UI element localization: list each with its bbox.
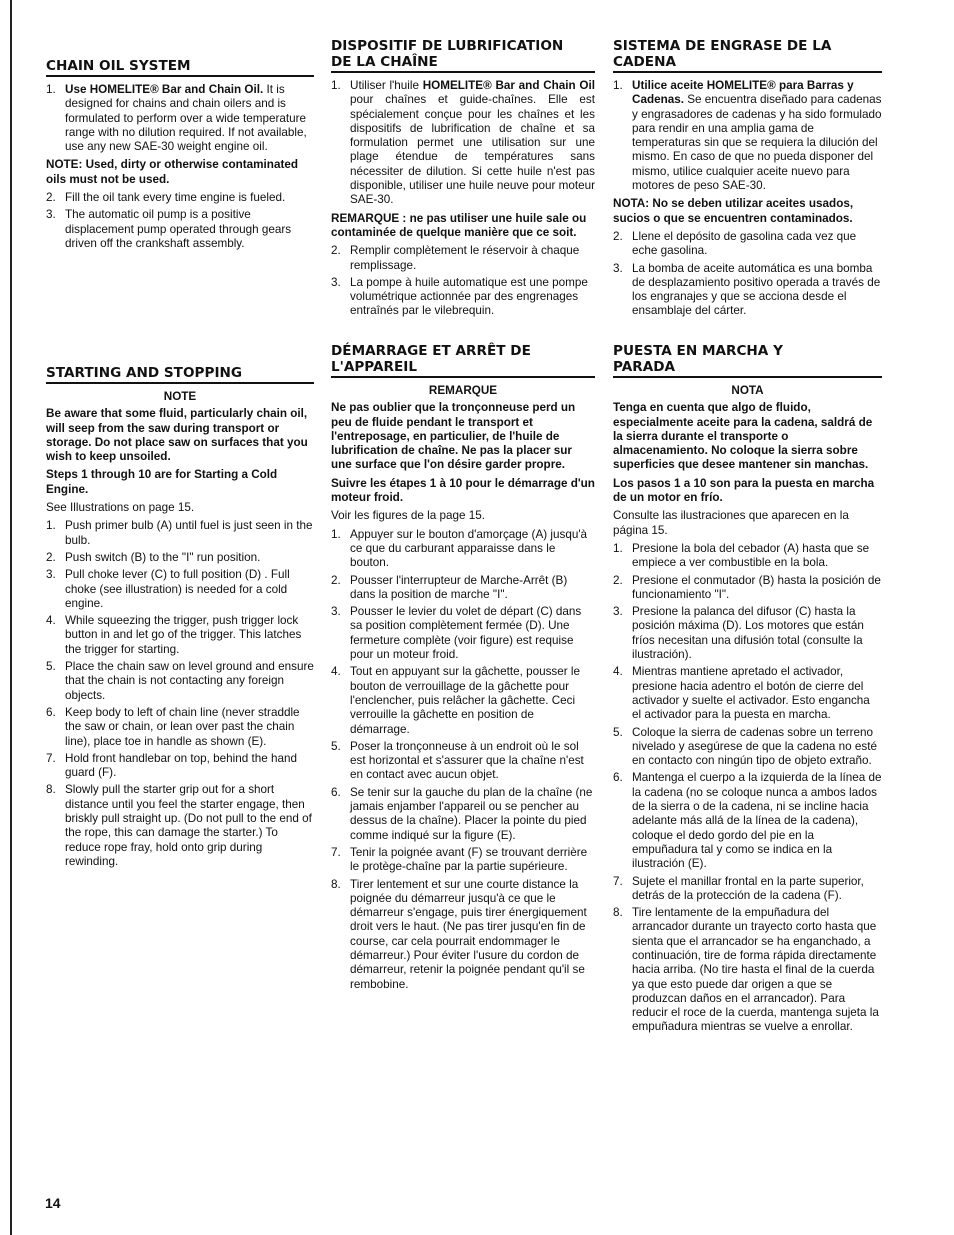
starting-steps — [613, 542, 882, 1035]
item-number: 3. — [46, 208, 56, 222]
item-number: 1. — [46, 519, 56, 533]
item-text: Hold front handlebar on top, behind the hand guard (F). — [65, 751, 297, 780]
see-illustrations: See Illustrations on page 15. — [46, 501, 195, 515]
item-number: 5. — [613, 725, 623, 739]
item-text: Pull choke lever (C) to full position (D) . Full choke (see illustration) is needed for a cold engine. — [65, 568, 290, 610]
list-item — [613, 906, 882, 1035]
list-item — [331, 79, 595, 208]
item-number: 2. — [331, 244, 341, 258]
section-heading — [613, 38, 882, 73]
item-number: 7. — [613, 874, 623, 888]
heading-line: DÉMARRAGE ET ARRÊT DE — [331, 343, 531, 359]
list-item — [46, 519, 314, 548]
item-text: While squeezing the trigger, push trigger lock button in and let go of the trigger. This latches the trigger for starting. — [65, 614, 302, 656]
note-text: Tenga en cuenta que algo de fluido, especialmente aceite para la cadena, saldrá de la sierra durante el transporte o almacenamiento. No coloque la sierra sobre superficies que desee mantener sin manchas. — [613, 401, 873, 472]
section-heading — [613, 343, 882, 378]
list-item — [613, 875, 882, 904]
item-text: pour chaînes et guide-chaînes. Elle est spécialement conçue pour les chaînes et les dispositifs de lubrification de chaîne et sa formulation permet une utilisation sur une plage étendue de températures sans nécessiter de dilution. Si cette huile n'est pas disponible, utiliser une huile neuve pour moteur SAE-30. — [350, 93, 595, 207]
heading-line: CHAIN OIL SYSTEM — [46, 58, 191, 74]
item-text: La pompe à huile automatique est une pompe volumétrique actionnée par des engrenages entraînés par le vilebrequin. — [350, 275, 588, 318]
item-text: It is designed for chains and chain oilers and is formulated to perform over a wide temperature range with no dilution required. If not available, use any new SAE-30 weight engine oil. — [65, 83, 307, 154]
oil-list — [613, 79, 882, 193]
item-number: 1. — [613, 541, 623, 555]
heading-line: L'APPAREIL — [331, 359, 418, 375]
steps-intro: Los pasos 1 a 10 son para la puesta en marcha de un motor en frío. — [613, 476, 875, 505]
item-text: Presione el conmutador (B) hasta la posición de funcionamiento "I". — [632, 573, 881, 601]
list-item — [613, 665, 882, 722]
list-item — [613, 79, 882, 193]
list-item — [46, 83, 314, 154]
starting-section — [46, 365, 314, 873]
item-number: 5. — [46, 660, 56, 674]
list-item — [46, 614, 314, 657]
section-heading — [46, 58, 314, 77]
oil-list — [46, 83, 314, 154]
item-text: Presione la palanca del difusor (C) hasta la posición máxima (D). Los motores que están fríos necesitan una difusión total (consulte la ilustración). — [632, 605, 864, 662]
list-item — [613, 574, 882, 603]
item-number: 4. — [331, 665, 341, 679]
item-text: Tire lentamente de la empuñadura del arrancador durante un trayecto corto hasta que sienta que el arrancador se ha enganchado, a continuación, tire de forma rápida directamente hacia arriba. (No tire hasta el final de la cuerda ya que esto puede dar origen a que se produzcan daños en el arrancador). Para reducir el roce de la cuerda, mantenga sujeta la empuñadura mientras se vuelve a enrollar. — [632, 906, 879, 1034]
item-text: Tenir la poignée avant (F) se trouvant derrière le protège-chaîne par la partie supérieure. — [350, 845, 588, 874]
note-label: NOTA — [731, 384, 764, 397]
list-item — [331, 276, 595, 319]
list-item — [613, 726, 882, 769]
oil-list-continued — [46, 191, 314, 251]
item-text: Llene el depósito de gasolina cada vez que eche gasolina. — [632, 229, 857, 258]
list-item — [613, 771, 882, 871]
heading-line: CADENA — [613, 54, 676, 70]
list-item — [331, 665, 595, 736]
item-text: Push switch (B) to the "I" run position. — [65, 550, 261, 564]
starting-steps — [46, 519, 314, 869]
section-heading — [331, 343, 595, 378]
item-number: 7. — [46, 751, 56, 765]
item-number: 2. — [331, 573, 341, 587]
item-text: Se encuentra diseñado para cadenas y engrasadores de cadenas y ha sido formulado para rendir en una amplia gama de temperaturas sin que se requiera la dilución del mismo. En caso de que no pueda disponer del mismo, utilice cualquier aceite nuevo para motores de peso SAE-30. — [632, 93, 882, 193]
steps-intro: Suivre les étapes 1 à 10 pour le démarrage d'un moteur froid. — [331, 476, 595, 505]
oil-list-continued — [331, 244, 595, 318]
item-number: 2. — [613, 229, 623, 243]
item-number: 4. — [46, 614, 56, 628]
note-text: Be aware that some fluid, particularly chain oil, will seep from the saw during transport or storage. Do not place saw on surfaces that you wish to keep unsoiled. — [46, 407, 308, 464]
steps-intro: Steps 1 through 10 are for Starting a Cold Engine. — [46, 468, 278, 496]
list-item — [331, 574, 595, 603]
item-number: 8. — [613, 906, 623, 920]
item-text: Appuyer sur le bouton d'amorçage (A) jusqu'à ce que du carburant apparaisse dans le bouton. — [350, 527, 588, 570]
item-number: 1. — [613, 79, 623, 92]
note-label: NOTE — [163, 390, 197, 403]
item-number: 1. — [331, 79, 341, 92]
list-item — [46, 706, 314, 749]
list-item — [613, 262, 882, 319]
item-number: 2. — [46, 191, 56, 205]
oil-note: NOTE: Used, dirty or otherwise contaminated oils must not be used. — [46, 158, 298, 186]
item-number: 1. — [331, 527, 341, 541]
chain-oil-section — [46, 58, 314, 255]
item-text: Keep body to left of chain line (never straddle the saw or chain, or lean over past the chain line), place toe in handle as shown (E). — [65, 705, 300, 748]
list-item — [46, 208, 314, 251]
item-number: 3. — [331, 605, 341, 619]
item-bold-text: HOMELITE® Bar and Chain Oil — [422, 79, 595, 92]
list-item — [46, 783, 314, 869]
item-text: Coloque la sierra de cadenas sobre un terreno nivelado y asegúrese de que la cadena no esté en contacto con ningún tipo de objeto extraño. — [632, 725, 877, 768]
item-text: Tirer lentement et sur une courte distance la poignée du démarreur jusqu'à ce que le démarreur s'engage, puis tirer énergiquement droit vers le haut. (Ne pas tirer jusqu'en fin de course, car cela pourrait endommager le démarreur.) Pour éviter l'usure du cordon de démarreur, retenir la poignée pendant qu'il se rembobine. — [350, 877, 587, 991]
page-margin-rule — [10, 0, 12, 1235]
item-number: 7. — [331, 845, 341, 859]
section-heading — [46, 365, 314, 384]
heading-line: STARTING AND STOPPING — [46, 365, 243, 381]
item-text: Remplir complètement le réservoir à chaque remplissage. — [350, 244, 580, 272]
item-text: La bomba de aceite automática es una bomba de desplazamiento positivo operada a través de los engranajes y que se acciona desde el ensamblaje del cárter. — [632, 261, 881, 318]
list-item — [331, 605, 595, 662]
item-text: Sujete el manillar frontal en la parte superior, detrás de la protección de la cadena (F). — [632, 874, 864, 902]
item-bold-text: Utilice aceite HOMELITE® para Barras y Cadenas. — [632, 79, 854, 107]
starting-section — [331, 343, 595, 996]
item-number: 3. — [331, 275, 341, 289]
oil-note: REMARQUE : ne pas utiliser une huile sale ou contaminée de quelque manière que ce soit. — [331, 211, 587, 239]
item-text: Push primer bulb (A) until fuel is just seen in the bulb. — [65, 519, 313, 547]
page-number: 14 — [45, 1195, 61, 1211]
item-bold-text: Use HOMELITE® Bar and Chain Oil. — [65, 83, 264, 96]
oil-list-continued — [613, 230, 882, 319]
item-number: 4. — [613, 665, 623, 679]
heading-line: SISTEMA DE ENGRASE DE LA — [613, 38, 832, 54]
item-number: 3. — [46, 568, 56, 582]
heading-line: PUESTA EN MARCHA Y — [613, 343, 783, 359]
list-item — [613, 230, 882, 259]
item-number: 3. — [613, 605, 623, 619]
oil-list — [331, 79, 595, 208]
list-item — [46, 568, 314, 611]
list-item — [331, 528, 595, 571]
item-text: Pousser l'interrupteur de Marche-Arrêt (B) dans la position de marche "I". — [350, 573, 568, 601]
item-number: 3. — [613, 261, 623, 275]
list-item — [613, 542, 882, 571]
note-text: Ne pas oublier que la tronçonneuse perd un peu de fluide pendant le transport et l'entreposage, en particulier, de l'huile de lubrification de chaîne. Ne pas la placer sur une surface que l'on désire garder propre. — [331, 401, 576, 472]
list-item — [331, 878, 595, 992]
list-item — [46, 752, 314, 781]
heading-line: DISPOSITIF DE LUBRIFICATION — [331, 38, 564, 54]
list-item — [331, 244, 595, 273]
item-text: Tout en appuyant sur la gâchette, pousser le bouton de verrouillage de la gâchette pour l'enclencher, puis relâcher la gâchette. Ceci verrouille la gâchette en position de démarrage. — [350, 665, 581, 736]
list-item — [46, 660, 314, 703]
item-number: 2. — [46, 550, 56, 564]
item-text: Fill the oil tank every time engine is fueled. — [65, 191, 286, 205]
see-illustrations: Consulte las ilustraciones que aparecen en la página 15. — [613, 509, 849, 537]
item-number: 2. — [613, 573, 623, 587]
list-item — [46, 551, 314, 565]
starting-steps — [331, 528, 595, 992]
section-heading — [331, 38, 595, 73]
chain-oil-section — [613, 38, 882, 323]
see-illustrations: Voir les figures de la page 15. — [331, 509, 485, 523]
heading-line: PARADA — [613, 359, 676, 375]
item-text: Mientras mantiene apretado el activador, presione hacia adentro el botón de cierre del activador y suelte el activador. Esto engancha el activador para la puesta en marcha. — [632, 665, 870, 722]
item-text: The automatic oil pump is a positive displacement pump operated through gears driven off the crankshaft assembly. — [65, 208, 292, 250]
chain-oil-section — [331, 38, 595, 323]
item-text: Utiliser l'huile — [350, 79, 423, 92]
item-number: 8. — [46, 783, 56, 797]
list-item — [46, 191, 314, 205]
item-text: Se tenir sur la gauche du plan de la chaîne (ne jamais enjamber l'appareil ou se pencher au dessus de la chaîne). Placer la pointe du pied comme indiqué sur la figure (E). — [350, 785, 593, 842]
item-text: Place the chain saw on level ground and ensure that the chain is not contacting any foreign objects. — [65, 660, 314, 702]
item-number: 6. — [331, 785, 341, 799]
item-text: Slowly pull the starter grip out for a short distance until you feel the starter engage, then briskly pull straight up. (Do not pull to the end of the rope, this can damage the starter.) To reduce rope fray, hold onto grip during rewinding. — [65, 783, 312, 868]
list-item — [331, 846, 595, 875]
item-text: Presione la bola del cebador (A) hasta que se empiece a ver combustible en la bola. — [632, 541, 870, 570]
item-number: 1. — [46, 83, 56, 96]
list-item — [331, 786, 595, 843]
item-number: 8. — [331, 877, 341, 891]
item-number: 6. — [46, 705, 56, 719]
item-text: Mantenga el cuerpo a la izquierda de la línea de la cadena (no se coloque nunca a ambos lados de la sierra o de la cadena, ni se incline hacia adelante más allá de la línea de la cadena), coloque el dedo gordo del pie en la empuñadura tal y como se indica en la ilustración (E). — [632, 771, 882, 871]
item-number: 6. — [613, 771, 623, 785]
oil-note: NOTA: No se deben utilizar aceites usados, sucios o que se encuentren contaminados. — [613, 197, 854, 225]
list-item — [613, 605, 882, 662]
item-text: Poser la tronçonneuse à un endroit où le sol est horizontal et s'assurer que la chaîne n'est en contact avec aucun objet. — [350, 739, 584, 782]
note-label: REMARQUE — [428, 384, 498, 397]
heading-line: DE LA CHAÎNE — [331, 54, 438, 70]
list-item — [331, 740, 595, 783]
item-text: Pousser le levier du volet de départ (C) dans sa position complètement fermée (D). Une fermeture complète (voir figure) est requise pour un moteur froid. — [350, 605, 582, 662]
starting-section — [613, 343, 882, 1039]
item-number: 5. — [331, 739, 341, 753]
